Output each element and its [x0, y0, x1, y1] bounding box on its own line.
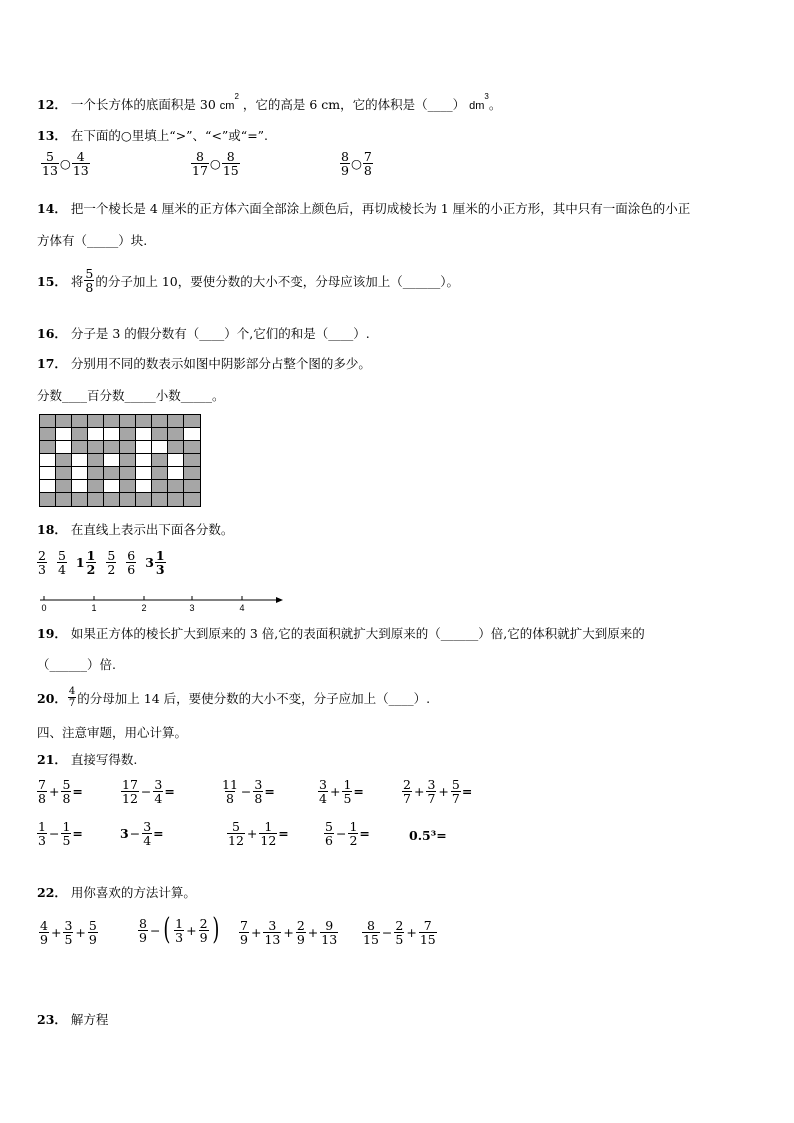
calc-expression: $\frac{5}{6}$ − $\frac{1}{2}$ =	[325, 819, 370, 848]
question-number: 12．	[37, 97, 67, 112]
question-19	[37, 624, 645, 642]
grid-cell	[104, 493, 120, 506]
compare-item-2	[190, 150, 241, 177]
grid-cell	[88, 415, 104, 428]
grid-cell	[88, 493, 104, 506]
question-22	[37, 883, 196, 901]
question-13	[37, 126, 268, 144]
grid-cell	[104, 454, 120, 467]
grid-cell	[152, 415, 168, 428]
superscript: 2	[234, 92, 239, 101]
number-line-tick-label: 4	[239, 603, 245, 613]
question-text: 将	[70, 273, 84, 289]
calc-expression: $\frac{4}{9}$ + $\frac{3}{5}$ + $\frac{5}{9}$	[40, 918, 97, 947]
grid-cell	[72, 454, 88, 467]
grid-cell	[168, 493, 184, 506]
fraction: $\frac{5}{13}$	[42, 149, 58, 178]
number-line-tick-label: 1	[91, 603, 97, 613]
question-number: 15．	[37, 273, 67, 289]
question-number: 13．	[37, 128, 67, 143]
grid-cell	[88, 428, 104, 441]
unit: cm	[219, 100, 235, 112]
grid-cell	[168, 415, 184, 428]
grid-cell	[72, 467, 88, 480]
grid-cell	[72, 428, 88, 441]
grid-cell	[104, 428, 120, 441]
fraction: $\frac{4}{13}$	[72, 149, 89, 178]
answer-line: 分数____百分数_____小数_____。	[37, 388, 225, 403]
question-18	[37, 520, 233, 538]
grid-cell	[184, 428, 200, 441]
grid-cell	[72, 415, 88, 428]
calc-expression: $\frac{7}{9}$ + $\frac{3}{13}$ + $\frac{2}{9}$ + $\frac{9}{13}$	[240, 918, 338, 947]
fraction: $\frac{5}{2}$	[107, 548, 116, 577]
grid-cell	[136, 467, 152, 480]
grid-cell	[56, 428, 72, 441]
question-14-line2: 方体有（_____）块.	[37, 233, 148, 248]
question-number: 20．	[37, 690, 67, 706]
unit: dm	[469, 100, 485, 112]
fraction: $\frac{8}{15}$	[222, 149, 239, 178]
grid-cell	[40, 493, 56, 506]
grid-cell	[152, 493, 168, 506]
calc-expression: $\frac{5}{12}$ + $\frac{1}{12}$ =	[228, 819, 289, 848]
grid-cell	[40, 415, 56, 428]
fraction: $\frac{6}{6}$	[127, 548, 136, 577]
superscript: 3	[484, 92, 489, 101]
grid-cell	[104, 480, 120, 493]
question-15	[37, 267, 459, 294]
grid-cell	[168, 454, 184, 467]
question-text: 用你喜欢的方法计算。	[70, 885, 196, 900]
question-17	[37, 354, 371, 372]
grid-cell	[40, 454, 56, 467]
grid-cell	[56, 467, 72, 480]
compare-circle[interactable]: ○	[209, 156, 221, 171]
grid-cell	[104, 467, 120, 480]
grid-cell	[152, 467, 168, 480]
grid-cell	[136, 441, 152, 454]
calc-expression: $\frac{8}{9}$ − ( $\frac{1}{3}$ + $\frac{2}{9}$ )	[139, 912, 219, 947]
question-text: ，它的高是 6 cm，它的体积是（____）	[242, 97, 466, 112]
question-text: 把一个棱长是 4 厘米的正方体六面全部涂上颜色后，再切成棱长为 1 厘米的小正方形，其中只有一面涂色的小正	[70, 201, 691, 216]
question-number: 14．	[37, 201, 67, 216]
grid-cell	[184, 454, 200, 467]
question-number: 23．	[37, 1012, 67, 1027]
shaded-grid-figure	[39, 414, 201, 507]
fraction: $\frac{8}{17}$	[192, 149, 208, 178]
grid-cell	[40, 428, 56, 441]
calc-expression: $\frac{2}{7}$ + $\frac{3}{7}$ + $\frac{5}{7}$ =	[403, 777, 473, 806]
grid-cell	[56, 480, 72, 493]
compare-circle[interactable]: ○	[350, 156, 362, 171]
fraction: $\frac{2}{3}$	[38, 548, 46, 577]
calc-expression: 3 − $\frac{3}{4}$ =	[120, 819, 164, 848]
grid-cell	[152, 441, 168, 454]
question-19-line2: （______）倍.	[37, 657, 116, 672]
grid-cell	[56, 493, 72, 506]
grid-cell	[88, 441, 104, 454]
question-text: 解方程	[70, 1012, 109, 1027]
grid-cell	[40, 441, 56, 454]
question-number: 16．	[37, 326, 67, 341]
question-14	[37, 199, 690, 217]
question-text: 的分母加上 14 后，要使分数的大小不变，分子应加上（____）.	[77, 690, 431, 706]
compare-circle[interactable]: ○	[59, 156, 71, 171]
fraction-list	[36, 549, 167, 576]
compare-item-3	[339, 150, 374, 177]
question-23	[37, 1010, 108, 1028]
grid-cell	[168, 480, 184, 493]
question-text: 直接写得数.	[70, 752, 138, 767]
question-text: 分别用不同的数表示如图中阴影部分占整个图的多少。	[70, 356, 371, 371]
fraction: $\frac{8}{9}$	[341, 149, 349, 178]
section-heading: 四、注意审题，用心计算。	[37, 725, 188, 740]
grid-cell	[56, 415, 72, 428]
fraction: $\frac{4}{7}$	[68, 686, 76, 709]
grid-cell	[40, 480, 56, 493]
grid-cell	[120, 454, 136, 467]
grid-cell	[184, 467, 200, 480]
grid-cell	[136, 493, 152, 506]
question-number: 18．	[37, 522, 67, 537]
question-12	[37, 92, 501, 113]
grid-cell	[88, 454, 104, 467]
compare-item-1	[40, 150, 91, 177]
grid-cell	[40, 467, 56, 480]
question-text: 的分子加上 10，要使分数的大小不变，分母应该加上（______）。	[95, 273, 460, 289]
calc-expression: $\frac{1}{3}$ − $\frac{1}{5}$ =	[38, 819, 83, 848]
calc-expression: 0.5³ =	[409, 828, 447, 843]
grid-cell	[120, 493, 136, 506]
grid-cell	[56, 441, 72, 454]
grid-cell	[72, 480, 88, 493]
number-line-tick-label: 0	[41, 603, 47, 613]
question-text: 。	[488, 97, 502, 112]
grid-cell	[152, 428, 168, 441]
number-line-tick-label: 2	[141, 603, 147, 613]
grid-cell	[120, 428, 136, 441]
calc-expression: $\frac{17}{12}$ − $\frac{3}{4}$ =	[122, 777, 175, 806]
grid-cell	[136, 415, 152, 428]
mixed-number: 1 $\frac{1}{2}$	[75, 548, 96, 577]
grid-cell	[120, 480, 136, 493]
grid-cell	[168, 428, 184, 441]
grid-cell	[184, 493, 200, 506]
calc-expression: $\frac{3}{4}$ + $\frac{1}{5}$ =	[319, 777, 364, 806]
question-text: 如果正方体的棱长扩大到原来的 3 倍,它的表面积就扩大到原来的（______）倍,它的体积就扩大到原来的	[70, 626, 645, 641]
grid-cell	[168, 467, 184, 480]
grid-cell	[184, 480, 200, 493]
question-number: 21．	[37, 752, 67, 767]
question-text: 在直线上表示出下面各分数。	[70, 522, 234, 537]
number-line-tick-label: 3	[189, 603, 195, 613]
calc-expression: $\frac{7}{8}$ + $\frac{5}{8}$ =	[38, 777, 83, 806]
question-text: 一个长方体的底面积是 30	[70, 97, 216, 112]
question-20	[37, 686, 430, 709]
grid-cell	[104, 415, 120, 428]
question-16	[37, 324, 370, 342]
grid-cell	[56, 454, 72, 467]
grid-cell	[120, 441, 136, 454]
question-number: 17．	[37, 356, 67, 371]
question-text: 分子是 3 的假分数有（____）个,它们的和是（____）.	[70, 326, 370, 341]
grid-cell	[152, 480, 168, 493]
grid-cell	[72, 441, 88, 454]
question-number: 19．	[37, 626, 67, 641]
grid-cell	[136, 454, 152, 467]
calc-expression: $\frac{11}{8}$ − $\frac{3}{8}$ =	[222, 777, 275, 806]
grid-cell	[72, 493, 88, 506]
number-line	[36, 592, 286, 614]
grid-cell	[136, 428, 152, 441]
grid-cell	[120, 467, 136, 480]
grid-cell	[168, 441, 184, 454]
grid-cell	[184, 415, 200, 428]
grid-cell	[136, 480, 152, 493]
grid-cell	[184, 441, 200, 454]
fraction: $\frac{5}{8}$	[85, 266, 94, 295]
question-21	[37, 750, 137, 768]
grid-cell	[104, 441, 120, 454]
fraction: $\frac{7}{8}$	[363, 149, 372, 178]
grid-cell	[152, 454, 168, 467]
grid-cell	[88, 467, 104, 480]
grid-cell	[88, 480, 104, 493]
mixed-number: 3 $\frac{1}{3}$	[145, 548, 165, 577]
grid-cell	[120, 415, 136, 428]
fraction: $\frac{5}{4}$	[57, 548, 66, 577]
question-text: 在下面的○里填上“>”、“<”或“=”.	[70, 128, 269, 143]
calc-expression: $\frac{8}{15}$ − $\frac{2}{5}$ + $\frac{7}{15}$	[363, 918, 436, 947]
question-number: 22．	[37, 885, 67, 900]
